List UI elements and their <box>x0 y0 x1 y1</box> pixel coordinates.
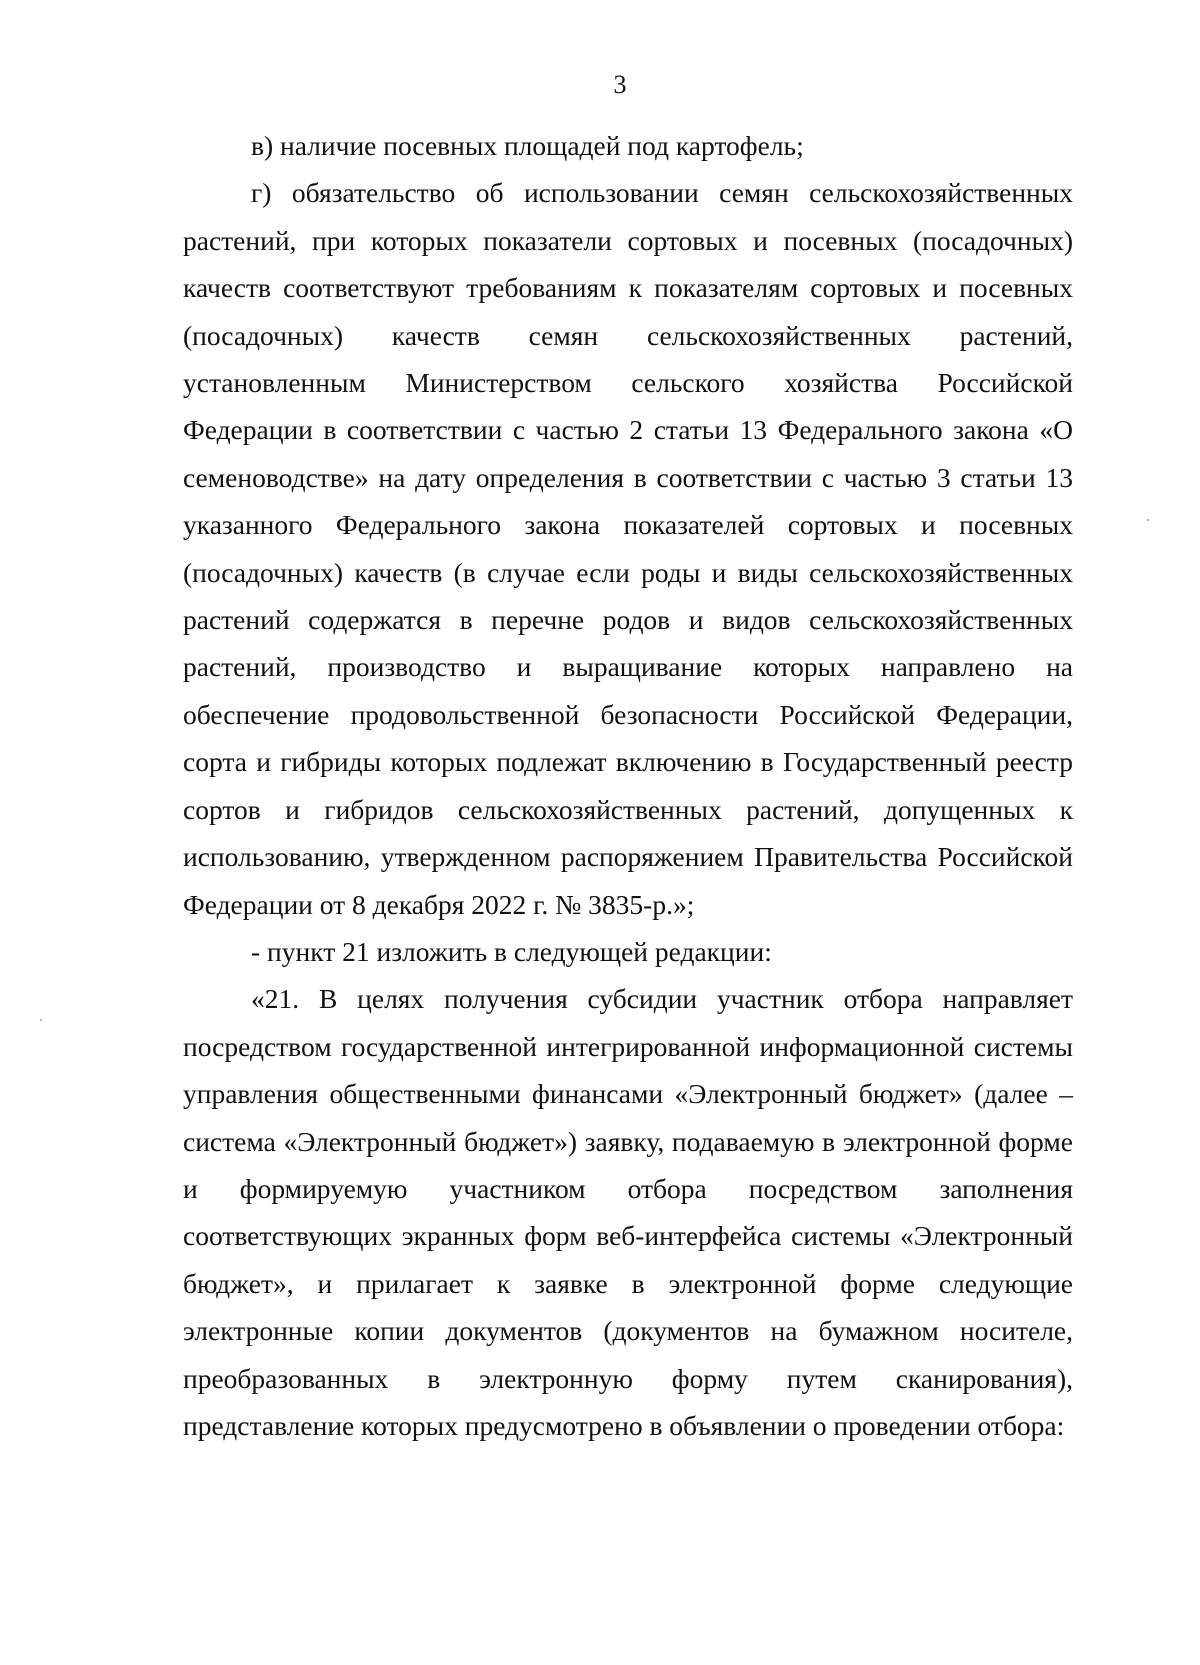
paragraph-amendment-point-21: - пункт 21 изложить в следующей редакции: <box>251 935 772 967</box>
paragraph-point-21-text: «21. В целях получения субсидии участник отбора направляет посредством государственной интегрированной информационной системы управления общественными финансами «Электронный бюджет» (далее – система «Электронный бюджет») заявку, подаваемую в электронной форме и формируемую участником отбора посредством заполнения соответствующих экранных форм веб-интерфейса системы «Электронный бюджет», и прилагает к заявке в электронной форме следующие электронные копии документов (документов на бумажном носителе, преобразованных в электронную форму путем сканирования), представление которых предусмотрено в объявлении о проведении отбора: <box>183 983 1073 1441</box>
paragraph-item-v: в) наличие посевных площадей под картофель; <box>251 130 804 161</box>
document-body <box>183 122 1073 1449</box>
paragraph-item-g: г) обязательство об использовании семян сельскохозяйственных растений, при которых показатели сортовых и посевных (посадочных) качеств соответствуют требованиям к показателям сортовых и посевных (посадочных) качеств семян сельскохозяйственных растений, установленным Министерством сельского хозяйства Российской Федерации в соответствии с частью 2 статьи 13 Федерального закона «О семеноводстве» на дату определения в соответствии с частью 3 статьи 13 указанного Федерального закона показателей сортовых и посевных (посадочных) качеств (в случае если роды и виды сельскохозяйственных растений содержатся в перечне родов и видов сельскохозяйственных растений, производство и выращивание которых направлено на обеспечение продовольственной безопасности Российской Федерации, сорта и гибриды которых подлежат включению в Государственный реестр сортов и гибридов сельскохозяйственных растений, допущенных к использованию, утвержденном распоряжением Правительства Российской Федерации от 8 декабря 2022 г. № 3835-р.»; <box>183 177 1073 920</box>
page-number: 3 <box>613 70 627 99</box>
scan-artifact <box>1147 519 1149 521</box>
scan-artifact <box>40 1019 42 1021</box>
